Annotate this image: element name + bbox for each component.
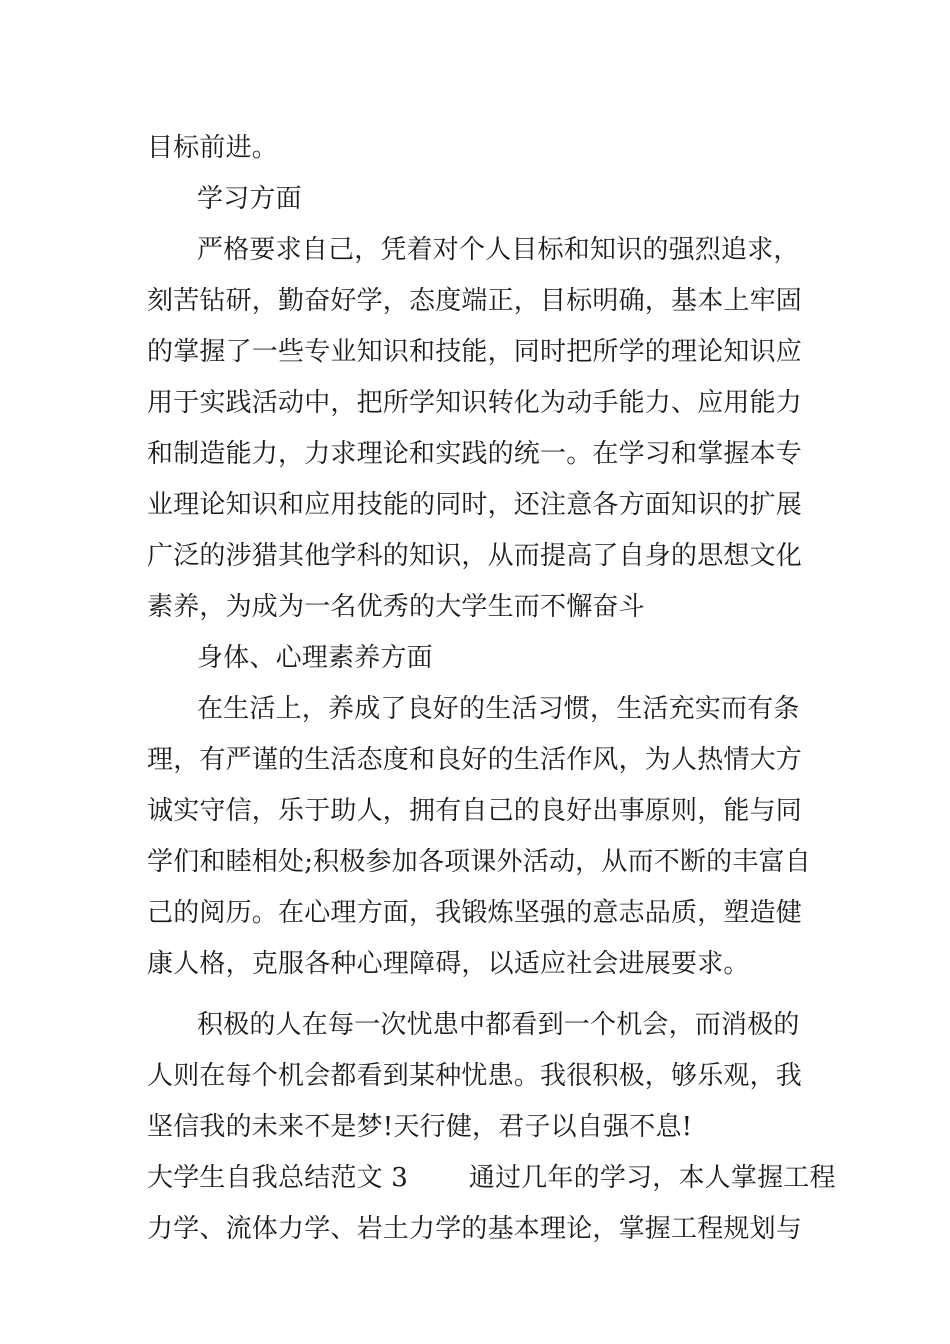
paragraph-line: 和制造能力，力求理论和实践的统一。在学习和掌握本专 xyxy=(147,439,803,469)
paragraph-line: 学们和睦相处;积极参加各项课外活动，从而不断的丰富自 xyxy=(147,847,811,877)
section-heading-health: 身体、心理素养方面 xyxy=(197,643,433,673)
paragraph-line: 坚信我的未来不是梦!天行健，君子以自强不息! xyxy=(147,1112,693,1142)
paragraph-line: 康人格，克服各种心理障碍，以适应社会进展要求。 xyxy=(147,949,750,979)
paragraph-line: 在生活上，养成了良好的生活习惯，生活充实而有条 xyxy=(197,694,800,724)
paragraph-line: 理，有严谨的生活态度和良好的生活作风，为人热情大方 xyxy=(147,745,803,775)
paragraph-line: 用于实践活动中，把所学知识转化为动手能力、应用能力 xyxy=(147,388,803,418)
paragraph-line: 诚实守信，乐于助人，拥有自己的良好出事原则，能与同 xyxy=(147,796,803,826)
section-heading-study: 学习方面 xyxy=(197,184,302,214)
paragraph-line: 业理论知识和应用技能的同时，还注意各方面知识的扩展 xyxy=(147,490,803,520)
section-title-line: 大学生自我总结范文 3 通过几年的学习，本人掌握工程 xyxy=(147,1163,836,1193)
paragraph-line: 己的阅历。在心理方面，我锻炼坚强的意志品质，塑造健 xyxy=(147,898,803,928)
paragraph-line: 素养，为成为一名优秀的大学生而不懈奋斗 xyxy=(147,592,645,622)
paragraph-line: 力学、流体力学、岩土力学的基本理论，掌握工程规划与 xyxy=(147,1214,803,1244)
paragraph-line: 刻苦钻研，勤奋好学，态度端正，目标明确，基本上牢固 xyxy=(147,286,803,316)
paragraph-line: 广泛的涉猎其他学科的知识，从而提高了自身的思想文化 xyxy=(147,541,803,571)
paragraph-line: 目标前进。 xyxy=(147,133,279,163)
paragraph-line: 的掌握了一些专业知识和技能，同时把所学的理论知识应 xyxy=(147,337,803,367)
paragraph-line: 严格要求自己，凭着对个人目标和知识的强烈追求， xyxy=(197,235,800,265)
paragraph-line: 积极的人在每一次忧患中都看到一个机会，而消极的 xyxy=(197,1010,800,1040)
paragraph-line: 人则在每个机会都看到某种忧患。我很积极，够乐观，我 xyxy=(147,1061,803,1091)
